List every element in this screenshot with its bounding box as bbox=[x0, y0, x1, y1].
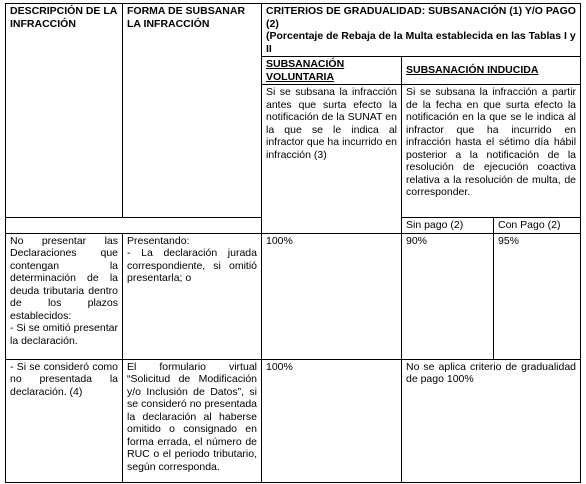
row2-description bbox=[6, 359, 123, 482]
criteria-title: CRITERIOS DE GRADUALIDAD: SUBSANACIÓN (1) Y/O PAGO (2) bbox=[266, 5, 576, 30]
voluntaria-label: SUBSANACIÓN VOLUNTARIA bbox=[266, 58, 345, 83]
inducida-label: SUBSANACIÓN INDUCIDA bbox=[406, 64, 539, 77]
row2-remedy bbox=[123, 359, 262, 482]
row2-voluntaria bbox=[262, 359, 402, 482]
header-description bbox=[6, 4, 123, 218]
header-con-pago bbox=[494, 218, 581, 234]
row1-sin-pago bbox=[402, 233, 494, 359]
voluntaria-description bbox=[262, 85, 402, 234]
row1-voluntaria bbox=[262, 233, 402, 359]
row1-description bbox=[6, 233, 123, 359]
voluntaria-description-text: Si se subsana la infracción antes que surta efecto la notificación de la SUNAT en la que se le indica al infractor que ha incurrido en infracción (3) bbox=[266, 86, 397, 161]
row2-inducida-value: No se aplica criterio de gradualidad de pago 100% bbox=[406, 360, 577, 385]
inducida-description-text: Si se subsana la infracción a partir de la fecha en que surta efecto la notificación en la que se le indica al infractor que ha incurrido en infracción hasta el sétimo día hábil posterior a la notificación de la resolución de ejecución coactiva relativa a la resolución de multa, de corresponder. bbox=[406, 86, 577, 198]
row2-remedy-text: El formulario virtual “Solicitud de Modificación y/o Inclusión de Datos”, si se consideró no presentada la declaración al haberse omitido o consignado en forma errada, el número de RUC o el periodo tributario, según corresponda. bbox=[127, 360, 257, 473]
header-criteria bbox=[262, 4, 581, 57]
row1-remedy-intro: Presentando: bbox=[127, 234, 190, 247]
table-row bbox=[6, 233, 581, 359]
row1-remedy-text: - La declaración jurada correspondiente, si omitió presentarla; o bbox=[127, 247, 257, 284]
gradualidad-table bbox=[5, 3, 581, 483]
header-remedy-text: FORMA DE SUBSANAR LA INFRACCIÓN bbox=[127, 5, 246, 30]
row2-voluntaria-value: 100% bbox=[266, 360, 293, 373]
row1-voluntaria-value: 100% bbox=[266, 234, 293, 247]
row2-description-text: - Si se consideró como no presentada la declaración. (4) bbox=[10, 360, 118, 398]
header-inducida bbox=[402, 57, 581, 85]
header-sin-pago bbox=[402, 218, 494, 234]
header-voluntaria bbox=[262, 57, 402, 85]
row1-con-pago bbox=[494, 233, 581, 359]
row1-con-pago-value: 95% bbox=[498, 234, 520, 247]
inducida-description bbox=[402, 85, 581, 218]
header-remedy bbox=[123, 4, 262, 218]
sin-pago-label: Sin pago (2) bbox=[406, 219, 464, 231]
row1-description-sub: - Si se omitió presentar la declaración. bbox=[10, 322, 118, 347]
header-description-text: DESCRIPCIÓN DE LA INFRACCIÓN bbox=[10, 5, 117, 30]
empty-header-spacer bbox=[6, 218, 262, 234]
row1-remedy bbox=[123, 233, 262, 359]
table-row bbox=[6, 359, 581, 482]
row2-inducida bbox=[402, 359, 581, 482]
criteria-note: (Porcentaje de Rebaja de la Multa establecida en las Tablas I y II bbox=[266, 30, 576, 55]
row1-description-text: No presentar las Declaraciones que contengan la determinación de la deuda tributaria dentro de los plazos establecidos: bbox=[10, 234, 118, 322]
con-pago-label: Con Pago (2) bbox=[498, 219, 561, 231]
row1-sin-pago-value: 90% bbox=[406, 234, 428, 247]
